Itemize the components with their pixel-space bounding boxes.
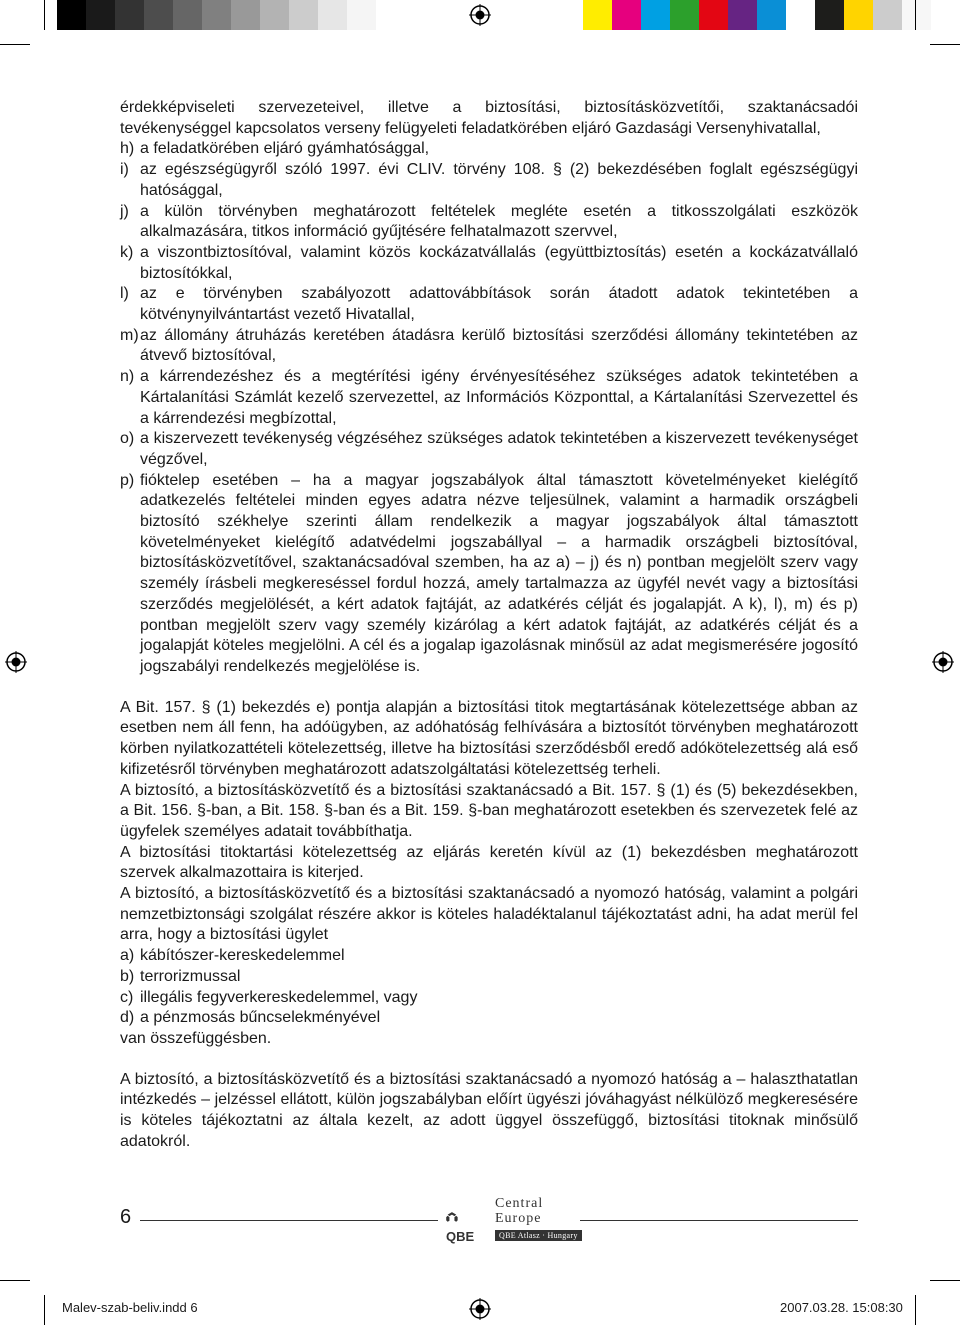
crop-mark <box>915 0 916 30</box>
list-item <box>120 988 858 1009</box>
color-swatch <box>670 0 699 30</box>
color-swatch <box>786 0 815 30</box>
list-item-label: b) <box>120 967 135 985</box>
registration-mark-icon <box>469 4 491 26</box>
logo-europe-text: Europe <box>495 1211 542 1226</box>
color-swatch <box>347 0 376 30</box>
list-item-label: c) <box>120 988 134 1006</box>
list-item-text: a kiszervezett tevékenység végzéséhez szükséges adatok tekintetében a kiszervezett tevékenységet végzővel, <box>140 430 858 468</box>
crop-mark <box>0 1280 30 1281</box>
logo-badge: QBE Atlasz · Hungary <box>495 1230 582 1241</box>
list-item <box>120 202 858 243</box>
crop-mark <box>44 1295 45 1325</box>
color-swatch <box>173 0 202 30</box>
closing-line: van összefüggésben. <box>120 1029 272 1047</box>
list-item <box>120 1008 858 1029</box>
crop-mark <box>930 1280 960 1281</box>
color-swatch <box>612 0 641 30</box>
registration-mark-icon <box>469 1298 491 1320</box>
list-item-text: a feladatkörében eljáró gyámhatósággal, <box>140 140 430 158</box>
list-item-text: terrorizmussal <box>140 967 241 985</box>
body-paragraph: A Bit. 157. § (1) bekezdés e) pontja alapján a biztosítási titok megtartásának kötelezettsége abban az esetben nem áll fenn, ha adóügyben, az adóhatóság felhívására a biztosítót törvényben meghatározott körben nyilatkozattételi kötelezettség, illetve ha biztosítási szerződésből eredő adókötelezettség alá eső kifizetésről törvényben meghatározott adatszolgáltatási kötelezettség terheli. <box>120 698 858 778</box>
list-item <box>120 367 858 429</box>
list-item-label: h) <box>120 140 135 158</box>
list-item-text: az állomány átruházás keretében átadásra kerülő biztosítási szerződési állomány tekintetében az átvevő biztosítóval, <box>140 326 858 365</box>
list-item <box>120 967 858 988</box>
color-swatch <box>902 0 931 30</box>
list-item <box>120 326 858 367</box>
logo-central-text: Central <box>495 1196 544 1211</box>
page-number: 6 <box>120 1206 132 1228</box>
list-item-label: n) <box>120 368 135 386</box>
footer-rule-right <box>580 1220 858 1221</box>
list-item-label: k) <box>120 243 134 261</box>
intro-paragraph: érdekképviseleti szervezeteivel, illetve a biztosítási, biztosításközvetítői, szaktanácsadói tevékenységgel kapcsolatos verseny felügyeleti feladatkörében eljáró Gazdasági Versenyhivatallal, <box>120 99 858 137</box>
list-item-text: a pénzmosás bűncselekményével <box>140 1009 381 1027</box>
color-swatch <box>57 0 86 30</box>
list-item-label: p) <box>120 471 135 489</box>
list-item <box>120 284 858 325</box>
color-swatch <box>86 0 115 30</box>
list-item <box>120 243 858 284</box>
list-item-text: illegális fegyverkereskedelemmel, vagy <box>140 988 418 1006</box>
list-item-text: a kárrendezéshez és a megtérítési igény érvényesítéséhez szükséges adatok tekintetében a Kártalanítási Számlát kezelő szervezettel, az Információs Központtal, a Kártalanítási Szervezettel és a kárrendezési megbízottal, <box>140 368 858 427</box>
list-item-text: az egészségügyről szóló 1997. évi CLIV. törvény 108. § (2) bekezdésében foglalt egészségügyi hatósággal, <box>140 161 858 199</box>
color-swatch <box>260 0 289 30</box>
sub-list <box>120 946 858 1029</box>
list-item-label: l) <box>120 285 129 303</box>
color-swatch <box>583 0 612 30</box>
list-item-label: a) <box>120 947 135 965</box>
footer-timestamp: 2007.03.28. 15:08:30 <box>780 1300 903 1315</box>
list-item <box>120 946 858 967</box>
list-item <box>120 429 858 470</box>
body-paragraph: A biztosító, a biztosításközvetítő és a biztosítási szaktanácsadó a Bit. 157. § (1) és (5) bekezdésekben, a Bit. 156. §-ban, a Bit. 158. §-ban és a Bit. 159. §-ban meghatározott esetekben és szervezetek felé az ügyfelek személyes adatait továbbíthatja. <box>120 781 858 840</box>
list-item <box>120 471 858 678</box>
color-swatch <box>757 0 786 30</box>
crop-mark <box>44 0 45 30</box>
grayscale-color-bar <box>57 0 376 30</box>
list-item-text: a viszontbiztosítóval, valamint közös kockázatvállalás (együttbiztosítás) esetén a kockázatvállaló biztosítókkal, <box>140 243 858 282</box>
list-item <box>120 139 858 160</box>
list-item-text: kábítószer-kereskedelemmel <box>140 947 345 965</box>
provision-list <box>120 139 858 677</box>
qbe-logo-text: QBE <box>446 1229 475 1244</box>
color-swatch <box>641 0 670 30</box>
body-paragraph: A biztosító, a biztosításközvetítő és a biztosítási szaktanácsadó a nyomozó hatóság, valamint a polgári nemzetbiztonsági szolgálat részére akkor is köteles haladéktalanul tájékoztatást adni, ha adat merül fel arra, hogy a biztosítási ügylet <box>120 885 858 944</box>
list-item-text: az e törvényben szabályozott adattovábbítások során átadott adatok tekintetében a kötvénynyilvántartást vezető Hivatallal, <box>140 285 858 324</box>
color-swatch <box>728 0 757 30</box>
document-body <box>120 98 858 1152</box>
color-swatch <box>231 0 260 30</box>
list-item-text: fióktelep esetében – ha a magyar jogszabályok által támasztott követelményeket kielégítő adatkezelés feltételei minden egyes adatra nézve teljesülnek, valamint a harmadik országbeli biztosító székhelye szerinti állam rendelkezik a magyar jogszabályok által támasztott követelményeket kielégítő adatvédelmi jogszabállyal – a harmadik országbeli biztosítóval, biztosításközvetítővel, szaktanácsadóval szemben, ha az a) – j) és n) pontban megjelölt szerv vagy személy írásbeli megkereséssel fordul hozzá, amely tartalmazza az ügyfél nevét vagy a biztosítási szerződés megjelölését, a kért adatok fajtáját, az adatkérés célját és jogalapját. A k), l), m) és p) pontban megjelölt szerv vagy személy kizárólag a kért adatok fajtáját, az adatkérés célját és a jogalapját köteles megjelölni. A cél és a jogalap igazolásnak minősül az adat megismerésére jogosító jogszabályi rendelkezés megjelölése is. <box>140 471 858 675</box>
paragraph-group <box>120 698 858 946</box>
registration-mark-icon <box>932 651 954 673</box>
crop-mark <box>0 44 30 45</box>
list-item-label: i) <box>120 161 129 179</box>
footer-rule-left <box>140 1220 438 1221</box>
color-swatch <box>289 0 318 30</box>
body-paragraph: A biztosítási titoktartási kötelezettség az eljárás keretén kívül az (1) bekezdésben meghatározott szervek alkalmazottaira is kiterjed. <box>120 843 858 882</box>
color-swatch <box>202 0 231 30</box>
list-item-text: a külön törvényben meghatározott feltételek megléte esetén a titkosszolgálati eszközök alkalmazására, titkos információ gyűjtésére felhatalmazott szervvel, <box>140 202 858 241</box>
footer-file-name: Malev-szab-beliv.indd 6 <box>62 1300 198 1315</box>
list-item-label: j) <box>120 202 129 220</box>
crop-mark <box>930 44 960 45</box>
color-swatch <box>844 0 873 30</box>
list-item-label: m) <box>120 326 139 344</box>
logo-wordmark <box>495 1197 582 1241</box>
color-swatch <box>115 0 144 30</box>
process-color-bar <box>583 0 931 30</box>
color-swatch <box>815 0 844 30</box>
final-paragraph: A biztosító, a biztosításközvetítő és a biztosítási szaktanácsadó a nyomozó hatóság a – halaszthatatlan intézkedés – jelzéssel ellátott, külön jogszabályban előírt ügyészi jóváhagyást nélkülöző megkeresésére is köteles tájékoztatni az általa kezelt, az adott üggyel összefüggő, biztosítási titoknak minősülő adatokról. <box>120 1070 858 1150</box>
registration-mark-icon <box>5 651 27 673</box>
color-swatch <box>144 0 173 30</box>
crop-mark <box>915 1295 916 1325</box>
color-swatch <box>318 0 347 30</box>
color-swatch <box>699 0 728 30</box>
list-item <box>120 160 858 201</box>
color-swatch <box>873 0 902 30</box>
list-item-label: o) <box>120 430 135 448</box>
list-item-label: d) <box>120 1009 135 1027</box>
